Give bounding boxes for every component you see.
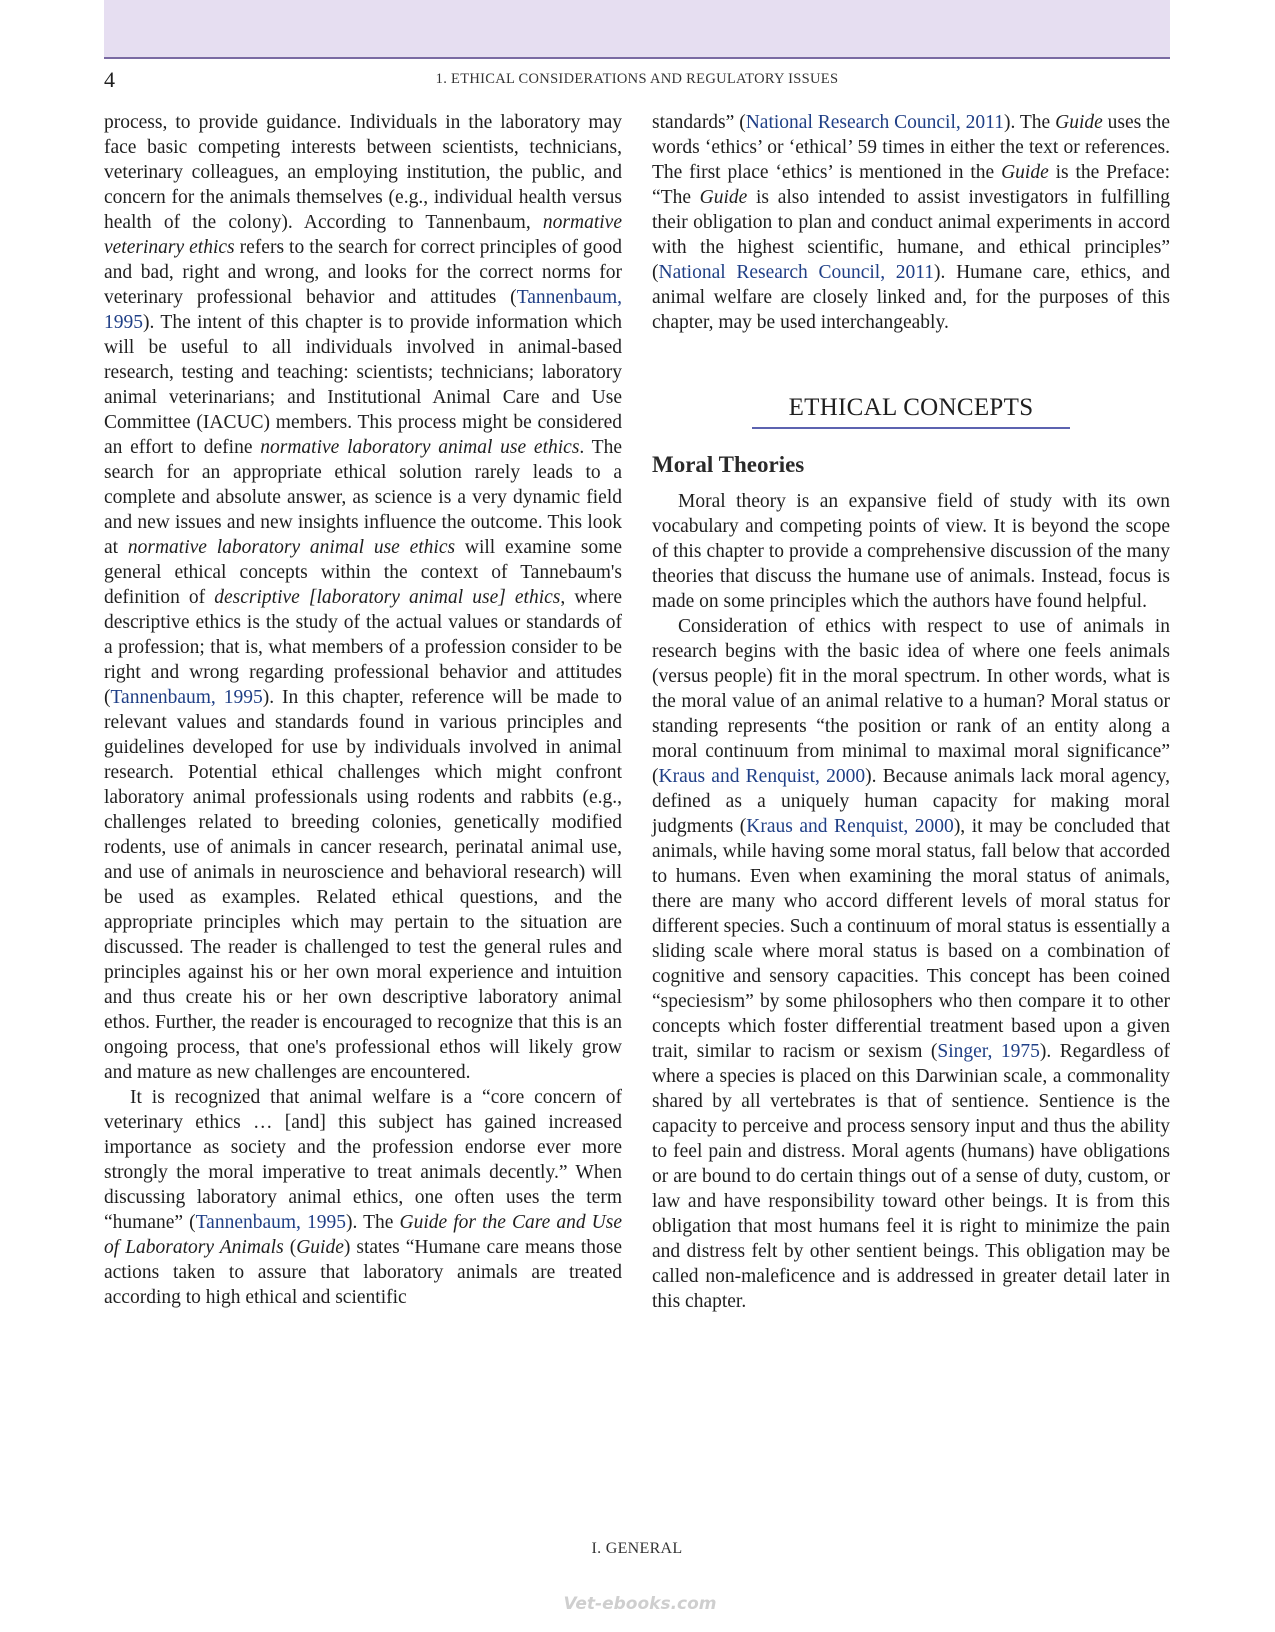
citation-link[interactable]: Kraus and Renquist, 2000 [658, 766, 866, 787]
citation-link[interactable]: Kraus and Renquist, 2000 [746, 816, 954, 837]
paragraph: process, to provide guidance. Individuals in the laboratory may face basic competing interests between scientists, technicians, veterinary colleagues, an employing institution, the public, and concern for the animals themselves (e.g., individual health versus health of the colony). According to Tannenbaum, normative veterinary ethics refers to the search for correct principles of good and bad, right and wrong, and looks for the correct norms for veterinary professional behavior and attitudes (Tannenbaum, 1995). The intent of this chapter is to provide information which will be useful to all individuals involved in animal-based research, testing and teaching: scientists; technicians; laboratory animal veterinarians; and Institutional Animal Care and Use Committee (IACUC) members. This process might be considered an effort to define normative laboratory animal use ethics. The search for an appropriate ethical solution rarely leads to a complete and absolute answer, as science is a very dynamic field and new issues and new insights influence the outcome. This look at normative laboratory animal use ethics will examine some general ethical concepts within the context of Tannebaum's definition of descriptive [laboratory animal use] ethics, where descriptive ethics is the study of the actual values or standards of a profession; that is, what members of a profession consider to be right and wrong regarding professional behavior and attitudes (Tannenbaum, 1995). In this chapter, reference will be made to relevant values and standards found in various principles and guidelines developed for use by individuals involved in animal research. Potential ethical challenges which might confront laboratory animal professionals using rodents and rabbits (e.g., challenges related to breeding colonies, genetically modified rodents, use of animals in cancer research, perinatal animal use, and use of animals in neuroscience and behavioral research) will be used as examples. Related ethical questions, and the appropriate principles which may pertain to the situation are discussed. The reader is challenged to test the general rules and principles against his or her own moral experience and intuition and thus create his or her own descriptive laboratory animal ethos. Further, the reader is encouraged to recognize that this is an ongoing process, that one's professional ethos will likely grow and mature as new challenges are encountered. [104, 112, 622, 1083]
header-band [104, 0, 1170, 59]
citation-link[interactable]: Tannenbaum, 1995 [110, 687, 263, 708]
paragraph: standards” (National Research Council, 2011). The Guide uses the words ‘ethics’ or ‘ethical’ 59 times in either the text or references. The first place ‘ethics’ is mentioned in the Guide is the Preface: “The Guide is also intended to assist investigators in fulfilling their obligation to plan and conduct animal experiments in accord with the highest scientific, humane, and ethical principles” (National Research Council, 2011). Humane care, ethics, and animal welfare are closely linked and, for the purposes of this chapter, may be used interchangeably. [652, 112, 1170, 333]
part-footer: I. GENERAL [591, 1540, 683, 1557]
citation-link[interactable]: Tannenbaum, 1995 [104, 287, 622, 333]
paragraph: Consideration of ethics with respect to use of animals in research begins with the basic idea of where one feels animals (versus people) fit in the moral spectrum. In other words, what is the moral value of an animal relative to a human? Moral status or standing represents “the position or rank of an entity along a moral continuum from minimal to maximal moral significance” (Kraus and Renquist, 2000). Because animals lack moral agency, defined as a uniquely human capacity for making moral judgments (Kraus and Renquist, 2000), it may be concluded that animals, while having some moral status, fall below that accorded to humans. Even when examining the moral status of animals, there are many who accord different levels of moral status for different species. Such a continuum of moral status is essentially a sliding scale where moral status is based on a combination of cognitive and sensory capacities. This concept has been coined “speciesism” by some philosophers who then compare it to other concepts which foster differential treatment based upon a given trait, similar to racism or sexism (Singer, 1975). Regardless of where a species is placed on this Darwinian scale, a commonality shared by all vertebrates is that of sentience. Sentience is the capacity to perceive and process sensory input and thus the ability to feel pain and distress. Moral agents (humans) have obligations or are bound to do certain things out of a sense of duty, custom, or law and have responsibility toward other beings. It is from this obligation that most humans feel it is right to minimize the pain and distress felt by other sentient beings. This obligation may be called non-maleficence and is addressed in greater detail later in this chapter. [652, 616, 1171, 1312]
running-header: 1. ETHICAL CONSIDERATIONS AND REGULATORY ISSUES [435, 71, 839, 87]
citation-link[interactable]: National Research Council, 2011 [658, 262, 935, 283]
section-heading: ETHICAL CONCEPTS [752, 393, 1070, 429]
citation-link[interactable]: Tannenbaum, 1995 [195, 1212, 347, 1233]
subsection-heading: Moral Theories [652, 452, 805, 477]
right-column [652, 110, 1170, 1314]
paragraph: Moral theory is an expansive field of study with its own vocabulary and competing points of view. It is beyond the scope of this chapter to provide a comprehensive discussion of the many theories that discuss the humane use of animals. Instead, focus is made on some principles which the authors have found helpful. [652, 491, 1170, 612]
citation-link[interactable]: National Research Council, 2011 [745, 112, 1004, 133]
page-number: 4 [104, 67, 115, 92]
watermark-logo: Vet-ebooks.com [563, 1594, 717, 1614]
paragraph: It is recognized that animal welfare is a “core concern of veterinary ethics … [and] this subject has gained increased importance as society and the profession endorse ever more strongly the moral imperative to treat animals decently.” When discussing laboratory animal ethics, one often uses the term “humane” (Tannenbaum, 1995). The Guide for the Care and Use of Laboratory Animals (Guide) states “Humane care means those actions taken to assure that laboratory animals are treated according to high ethical and scientific [104, 1087, 622, 1308]
citation-link[interactable]: Singer, 1975 [937, 1041, 1040, 1062]
left-column [104, 110, 622, 1310]
